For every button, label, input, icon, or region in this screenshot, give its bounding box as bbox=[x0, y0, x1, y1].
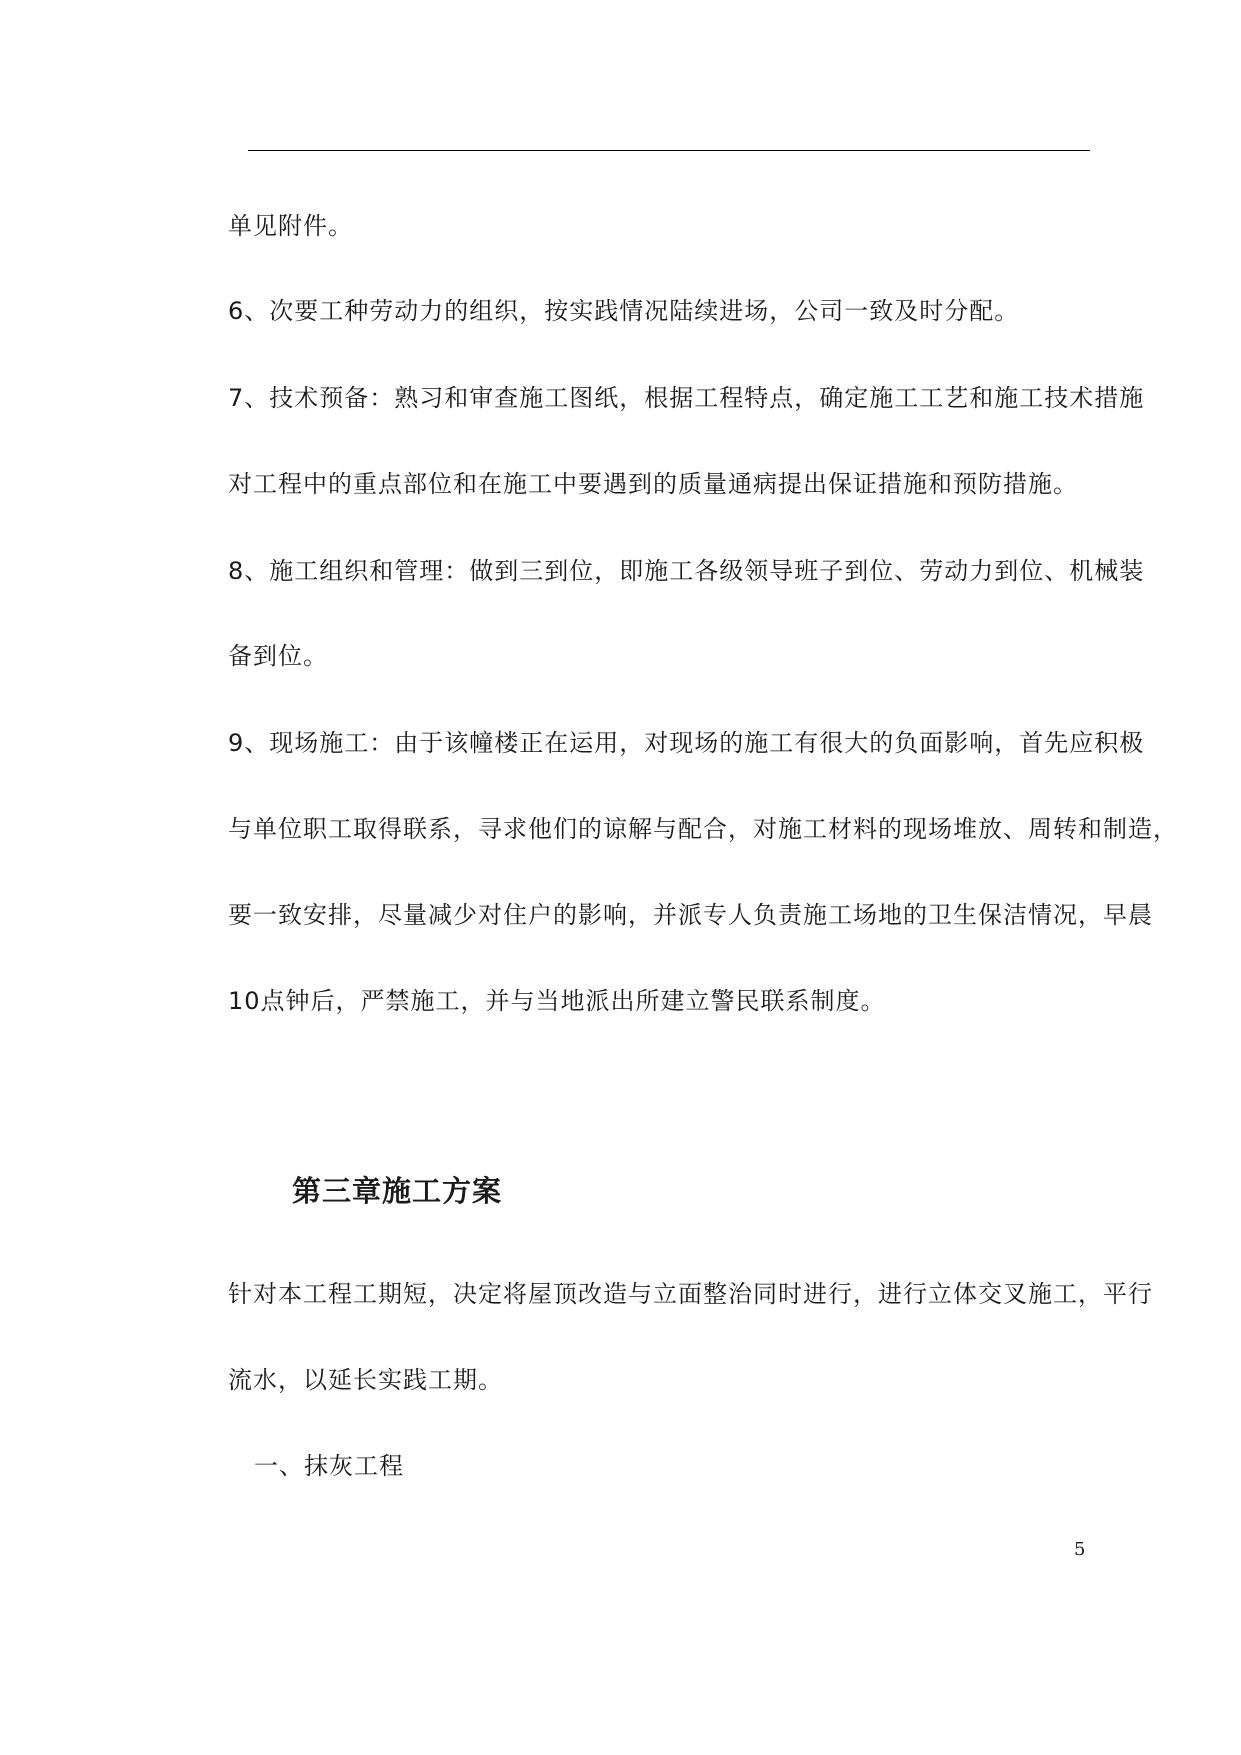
paragraph-line: 7、技术预备：熟习和审查施工图纸，根据工程特点，确定施工工艺和施工技术措施 bbox=[228, 384, 1145, 412]
paragraph-line: 8、施工组织和管理：做到三到位，即施工各级领导班子到位、劳动力到位、机械装 bbox=[228, 557, 1145, 585]
header-rule bbox=[248, 150, 1090, 151]
paragraph-line: 单见附件。 bbox=[228, 212, 353, 240]
paragraph-line: 备到位。 bbox=[228, 642, 328, 670]
paragraph-line: 10点钟后，严禁施工，并与当地派出所建立警民联系制度。 bbox=[228, 987, 886, 1015]
paragraph-line: 要一致安排，尽量减少对住户的影响，并派专人负责施工场地的卫生保洁情况，早晨 bbox=[228, 901, 1153, 929]
section-subheading: 一、抹灰工程 bbox=[254, 1452, 404, 1480]
paragraph-line: 9、现场施工：由于该幢楼正在运用，对现场的施工有很大的负面影响，首先应积极 bbox=[228, 729, 1145, 757]
chapter-title: 第三章施工方案 bbox=[292, 1174, 503, 1208]
paragraph-line: 与单位职工取得联系，寻求他们的谅解与配合，对施工材料的现场堆放、周转和制造， bbox=[228, 815, 1178, 843]
paragraph-line: 流水，以延长实践工期。 bbox=[228, 1366, 503, 1394]
paragraph-line: 针对本工程工期短，决定将屋顶改造与立面整治同时进行，进行立体交叉施工，平行 bbox=[228, 1280, 1153, 1308]
paragraph-line: 6、次要工种劳动力的组织，按实践情况陆续进场，公司一致及时分配。 bbox=[228, 297, 1020, 325]
page-number: 5 bbox=[1074, 1539, 1086, 1560]
paragraph-line: 对工程中的重点部位和在施工中要遇到的质量通病提出保证措施和预防措施。 bbox=[228, 470, 1078, 498]
